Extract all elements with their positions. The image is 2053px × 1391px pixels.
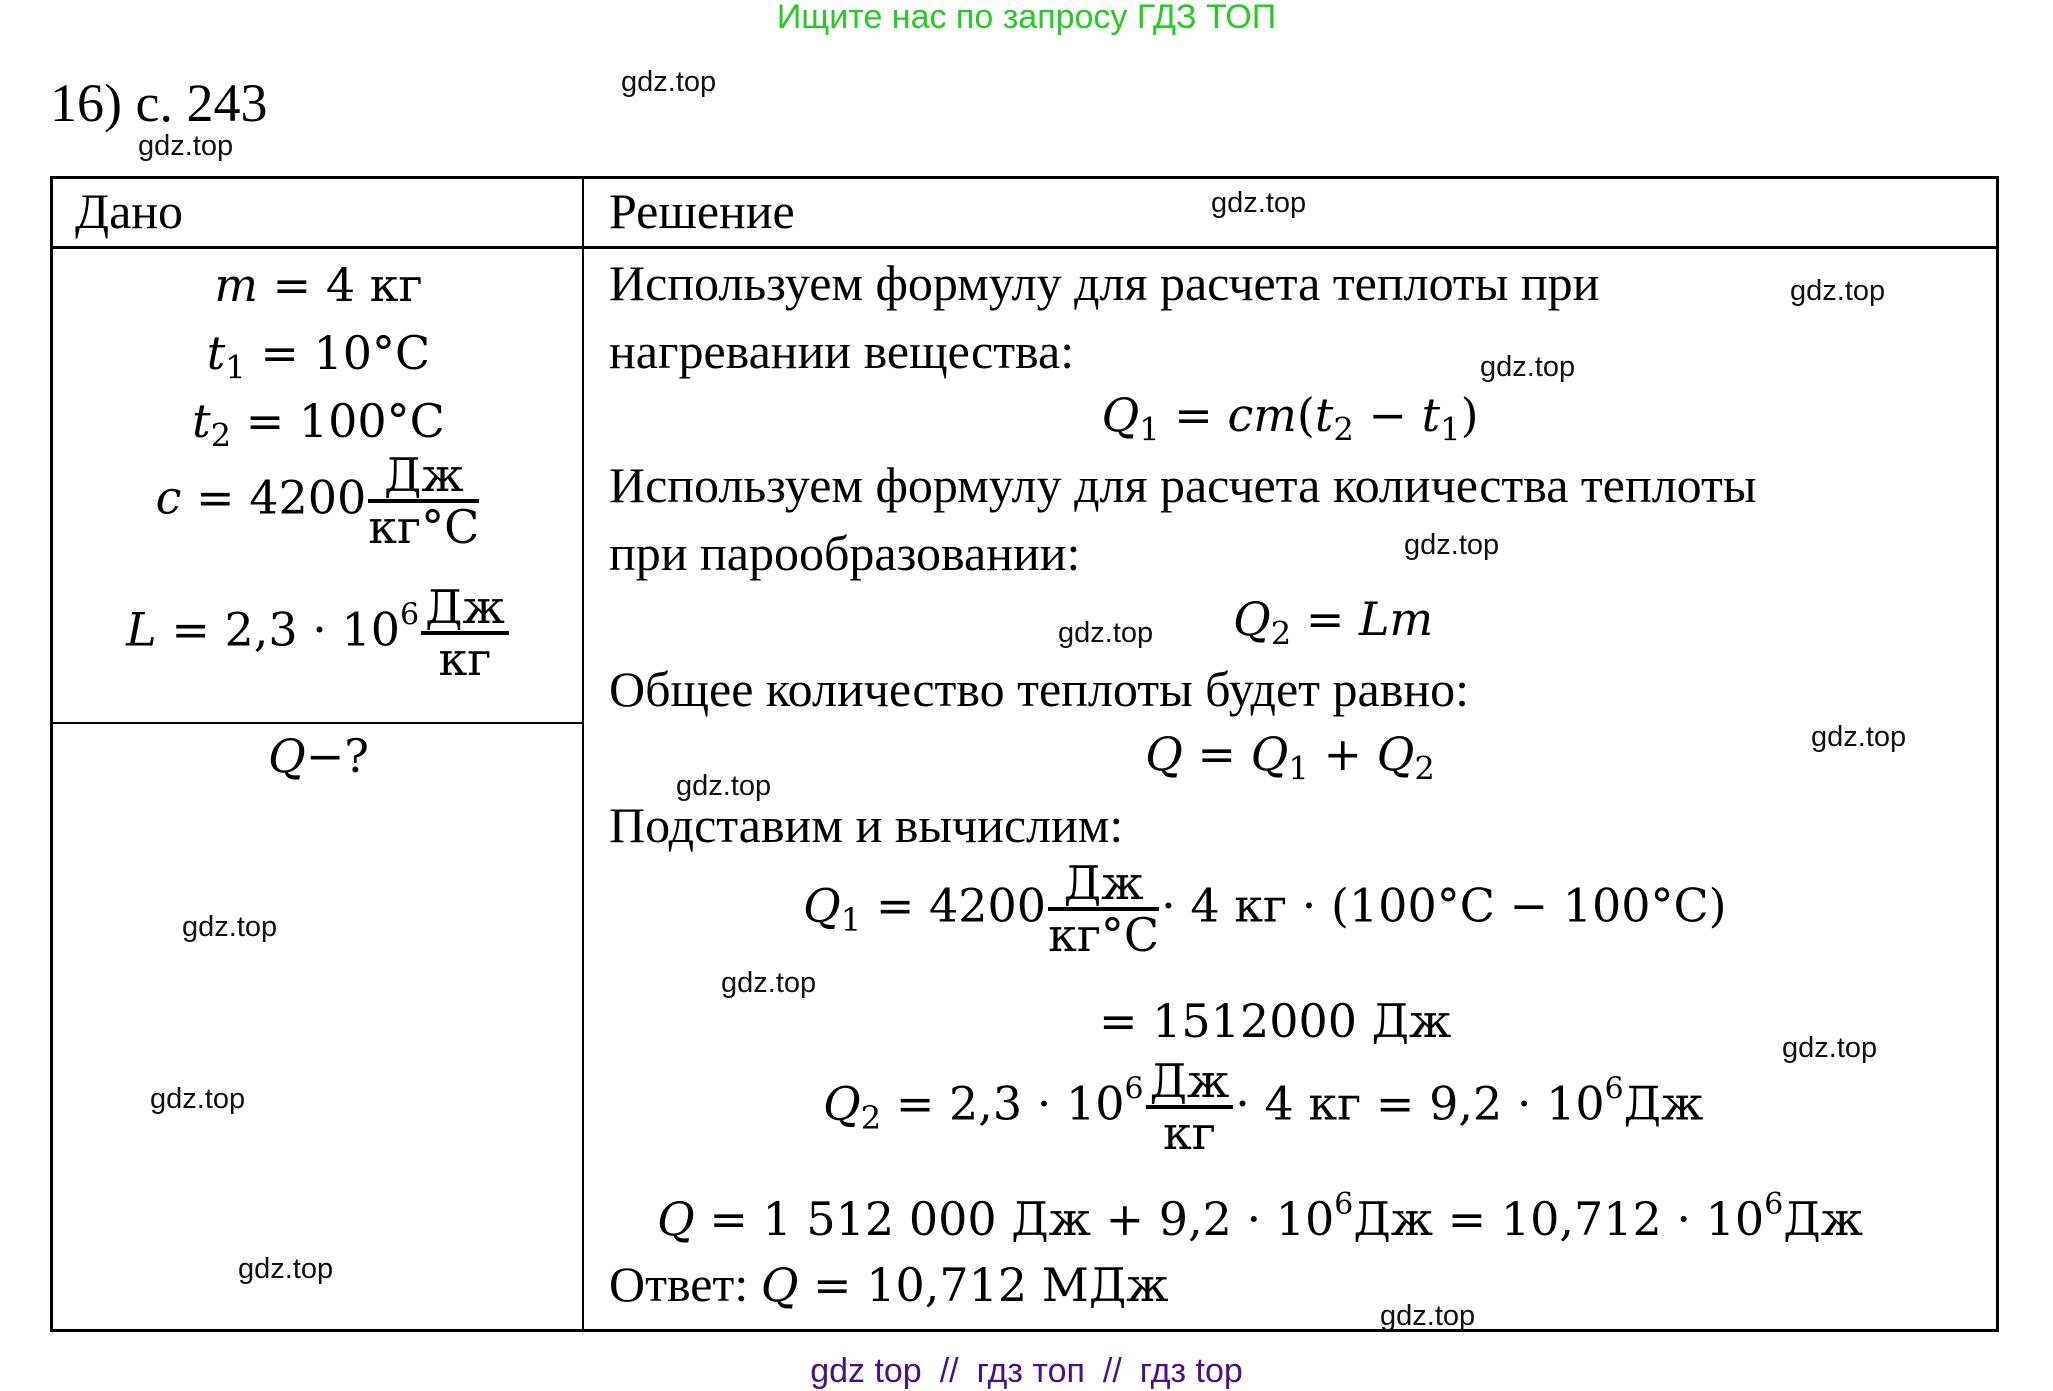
watermark: gdz.top	[1211, 187, 1307, 219]
watermark: gdz.top	[1480, 351, 1576, 383]
given-mass: m = 4 кг	[214, 258, 423, 312]
watermark: gdz.top	[238, 1253, 334, 1285]
watermark: gdz.top	[676, 770, 772, 802]
solution-table	[50, 176, 1999, 1332]
watermark: gdz.top	[1811, 721, 1907, 753]
footer-links	[0, 1352, 2053, 1391]
calc-total: Q = 1 512 000 Дж + $9,2 \cdot 10^6Дж = 10,712 \cdot 10^6Дж$	[657, 1187, 1863, 1246]
separator: //	[939, 1352, 959, 1390]
calc-q2: $Q_2 = 2,3 \cdot 10^6$ $\frac{Дж}{кг}$ · 4 кг = $9,2 \cdot 10^6Дж$	[823, 1054, 1704, 1161]
header-solution: Решение	[609, 183, 795, 239]
footer-link[interactable]: гдз top	[1139, 1352, 1243, 1390]
watermark: gdz.top	[138, 130, 234, 162]
solution-line-5: Общее количество теплоты будет равно:	[609, 661, 1469, 717]
calc-q1-result: = 1512000 Дж	[1099, 994, 1452, 1048]
given-latent-heat: $L = 2,3 \cdot 10^6$ $\frac{Дж}{кг}$	[53, 583, 584, 684]
given-t2: $t_2 = 100^\circ C$	[192, 394, 445, 455]
find-quantity: Q−?	[268, 729, 369, 783]
watermark: gdz.top	[1380, 1300, 1476, 1332]
watermark: gdz.top	[1058, 617, 1154, 649]
search-banner: Ищите нас по запросу ГДЗ ТОП	[776, 0, 1277, 36]
solution-line-1: Используем формулу для расчета теплоты при	[609, 255, 1600, 311]
solution-line-4: при парообразовании:	[609, 525, 1081, 581]
solution-line-2: нагревании вещества:	[609, 323, 1075, 379]
given-t1: $t_1 = 10^\circ C$	[206, 326, 431, 387]
solution-line-6: Подставим и вычислим:	[609, 797, 1124, 853]
watermark: gdz.top	[1404, 529, 1500, 561]
formula-total: $Q = Q_1 + Q_2$	[1145, 727, 1435, 788]
footer-link[interactable]: gdz top	[810, 1352, 922, 1390]
watermark: gdz.top	[150, 1083, 246, 1115]
fraction: $\frac{Дж}{кг^\circ C}$	[1048, 856, 1160, 963]
task-title: 16) с. 243	[50, 73, 268, 133]
watermark: gdz.top	[621, 66, 717, 98]
header-given: Дано	[75, 183, 184, 239]
solution-line-3: Используем формулу для расчета количества теплоты	[609, 457, 1757, 513]
formula-q1: $Q_1 = cm(t_2 - t_1)$	[1101, 388, 1479, 449]
fraction: $\frac{Дж}{кг}$	[421, 583, 509, 684]
separator: //	[1102, 1352, 1122, 1390]
header-divider	[53, 246, 1996, 249]
watermark: gdz.top	[1782, 1032, 1878, 1064]
watermark: gdz.top	[721, 967, 817, 999]
calc-q1: $Q_1 = 4200$ $\frac{Дж}{кг^\circ C}$ · 4 кг · (100°C − 100°C)	[803, 856, 1727, 963]
fraction: $\frac{Дж}{кг^\circ C}$	[368, 448, 480, 555]
given-divider	[53, 722, 583, 724]
watermark: gdz.top	[1790, 275, 1886, 307]
watermark: gdz.top	[182, 911, 278, 943]
answer: Ответ: Q = 10,712 МДж	[609, 1256, 1169, 1312]
given-specific-heat: c = 4200 $\frac{Дж}{кг^\circ C}$	[155, 448, 480, 555]
fraction: $\frac{Дж}{кг}$	[1146, 1057, 1234, 1158]
footer-link[interactable]: гдз топ	[976, 1352, 1085, 1390]
formula-q2: $Q_2 = Lm$	[1233, 592, 1434, 653]
